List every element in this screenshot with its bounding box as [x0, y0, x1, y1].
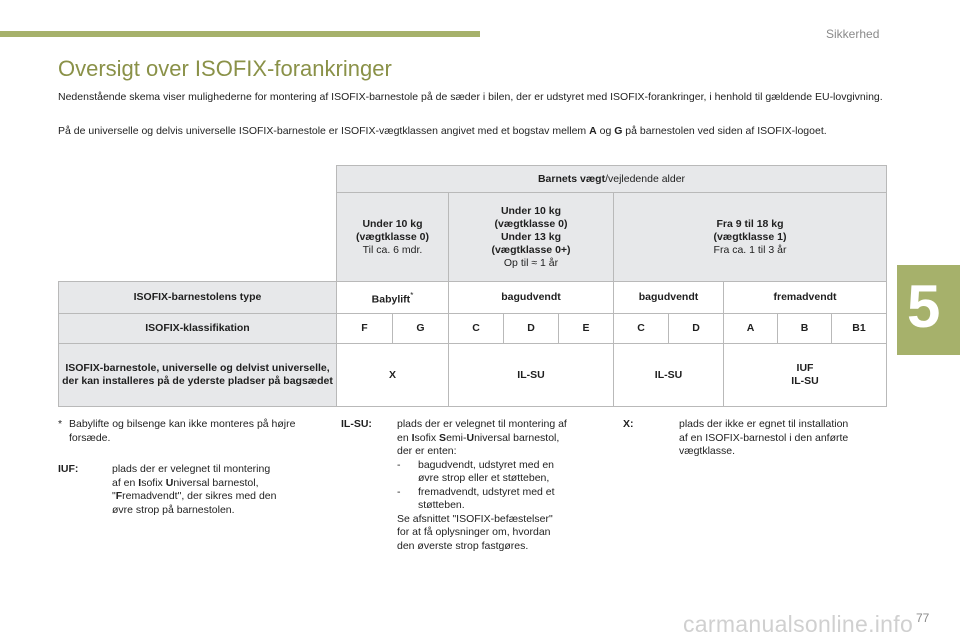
chapter-tab [897, 265, 960, 355]
table-corner [59, 166, 337, 193]
type-babylift: Babylift* [337, 282, 449, 314]
type-forward-1: fremadvendt [724, 282, 887, 314]
weight-group-0plus: Under 10 kg (vægtklasse 0) Under 13 kg (vægtklasse 0+) Op til ≈ 1 år [449, 193, 614, 282]
class-cell: B [778, 314, 832, 344]
isofix-table [58, 165, 887, 407]
class-cell: A [724, 314, 778, 344]
value-group-0: X [337, 344, 449, 407]
page-title: Oversigt over ISOFIX-forankringer [58, 56, 392, 81]
page-number: 77 [916, 611, 930, 625]
header-accent-bar [0, 31, 480, 37]
class-cell: D [504, 314, 559, 344]
type-row-label: ISOFIX-barnestolens type [59, 282, 337, 314]
class-cell: E [559, 314, 614, 344]
footer-site-watermark: carmanualsonline.info [683, 611, 914, 637]
iuf-label: IUF: [58, 463, 79, 475]
ilsu-definition: plads der er velegnet til montering af en Isofix Semi-Universal barnestol, der er enten: - bagudvendt, udstyret med en øvre strop eller et støtteben, - fremadvendt, udstyret med et støtteben. Se afsnittet "ISOFIX-befæstelser" for at få oplysninger om, hvordan den øverste strop fastgøres. [397, 418, 567, 552]
table-header-weight: Barnets vægt/vejledende alder [337, 166, 887, 193]
class-cell: F [337, 314, 393, 344]
class-cell: B1 [832, 314, 887, 344]
chapter-number: 5 [907, 273, 941, 340]
value-group-1-rear: IL-SU [614, 344, 724, 407]
class-cell: C [449, 314, 504, 344]
class-row-label: ISOFIX-klassifikation [59, 314, 337, 344]
intro-paragraph-2: På de universelle og delvis universelle ISOFIX-barnestole er ISOFIX-vægtklassen angivet med et bogstav mellem A og G på barnestolen ved siden af ISOFIX-logoet. [58, 125, 827, 137]
x-definition: plads der ikke er egnet til installation af en ISOFIX-barnestol i den anførte vægtklasse. [679, 418, 849, 457]
section-label: Sikkerhed [826, 27, 880, 41]
intro-paragraph-1: Nedenstående skema viser mulighederne for montering af ISOFIX-barnestole på de sæder i bilen, der er udstyret med ISOFIX-forankringer, i henhold til gældende EU-lovgivning. [58, 91, 883, 103]
class-cell: D [669, 314, 724, 344]
weight-group-0: Under 10 kg (vægtklasse 0) Til ca. 6 mdr. [337, 193, 449, 282]
type-rearward-1: bagudvendt [614, 282, 724, 314]
ilsu-label: IL-SU: [341, 418, 372, 430]
seat-row-label: ISOFIX-barnestole, universelle og delvist universelle, der kan installeres på de yderste pladser på bagsædet [59, 344, 337, 407]
iuf-definition: plads der er velegnet til montering af en Isofix Universal barnestol, "Fremadvendt", der sikres med den øvre strop på barnestolen. [112, 463, 277, 516]
value-group-1-forward: IUF IL-SU [724, 344, 887, 407]
table-corner-2 [59, 193, 337, 282]
class-cell: C [614, 314, 669, 344]
class-cell: G [393, 314, 449, 344]
type-rearward-0plus: bagudvendt [449, 282, 614, 314]
value-group-0plus: IL-SU [449, 344, 614, 407]
x-label: X: [623, 418, 634, 430]
weight-group-1: Fra 9 til 18 kg (vægtklasse 1) Fra ca. 1 til 3 år [614, 193, 887, 282]
